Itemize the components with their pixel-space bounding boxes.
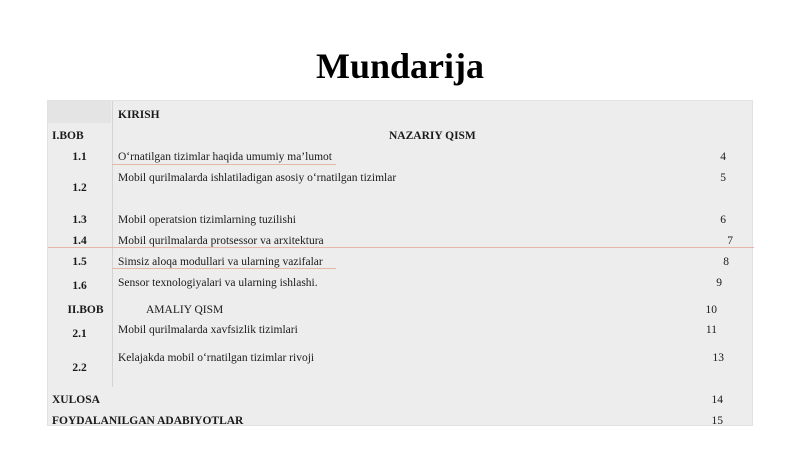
section-title: Kelajakda mobil o‘rnatilgan tizimlar rivoji xyxy=(118,352,315,364)
section-number: 1.3 xyxy=(72,214,87,226)
section-number: 1.1 xyxy=(72,151,87,163)
section-page: 7 xyxy=(727,235,733,247)
conclusion-page: 14 xyxy=(711,394,723,406)
section-number: 1.5 xyxy=(72,256,87,268)
references-label: FOYDALANILGAN ADABIYOTLAR xyxy=(52,415,244,427)
row-divider xyxy=(112,164,336,165)
section-page: 13 xyxy=(712,352,724,364)
section-page: 4 xyxy=(720,151,726,163)
section-number: 1.6 xyxy=(72,280,87,292)
section-title: O‘rnatilgan tizimlar haqida umumiy ma’lumot xyxy=(118,151,332,163)
chapter-1-title: NAZARIY QISM xyxy=(389,130,476,142)
chapter-2-page: 10 xyxy=(705,304,717,316)
chapter-1-number: I.BOB xyxy=(52,130,84,142)
chapter-2-number: II.BOB xyxy=(67,304,104,316)
section-page: 5 xyxy=(720,172,726,184)
row-divider xyxy=(112,268,336,269)
section-number: 2.2 xyxy=(72,362,87,374)
section-title: Mobil operatsion tizimlarning tuzilishi xyxy=(118,214,296,226)
conclusion-label: XULOSA xyxy=(52,394,100,406)
section-number: 1.2 xyxy=(72,182,87,194)
table-of-contents xyxy=(47,100,753,426)
section-page: 9 xyxy=(716,277,722,289)
page-title: Mundarija xyxy=(315,46,484,86)
references-page: 15 xyxy=(711,415,723,427)
section-page: 6 xyxy=(720,214,726,226)
section-page: 8 xyxy=(723,256,729,268)
section-title: Mobil qurilmalarda protsessor va arxitektura xyxy=(118,235,324,247)
section-title: Sensor texnologiyalari va ularning ishlashi. xyxy=(118,277,318,289)
section-number: 2.1 xyxy=(72,328,87,340)
column-divider xyxy=(112,101,113,387)
intro-label: KIRISH xyxy=(118,109,160,121)
section-page: 11 xyxy=(705,324,717,336)
section-title: Simsiz aloqa modullari va ularning vazifalar xyxy=(118,256,323,268)
row-divider xyxy=(48,247,754,248)
section-title: Mobil qurilmalarda ishlatiladigan asosiy o‘rnatilgan tizimlar xyxy=(118,172,397,184)
section-number: 1.4 xyxy=(72,235,87,247)
chapter-2-title: AMALIY QISM xyxy=(146,304,224,316)
section-title: Mobil qurilmalarda xavfsizlik tizimlari xyxy=(118,324,298,336)
header-empty-cell xyxy=(48,101,111,123)
